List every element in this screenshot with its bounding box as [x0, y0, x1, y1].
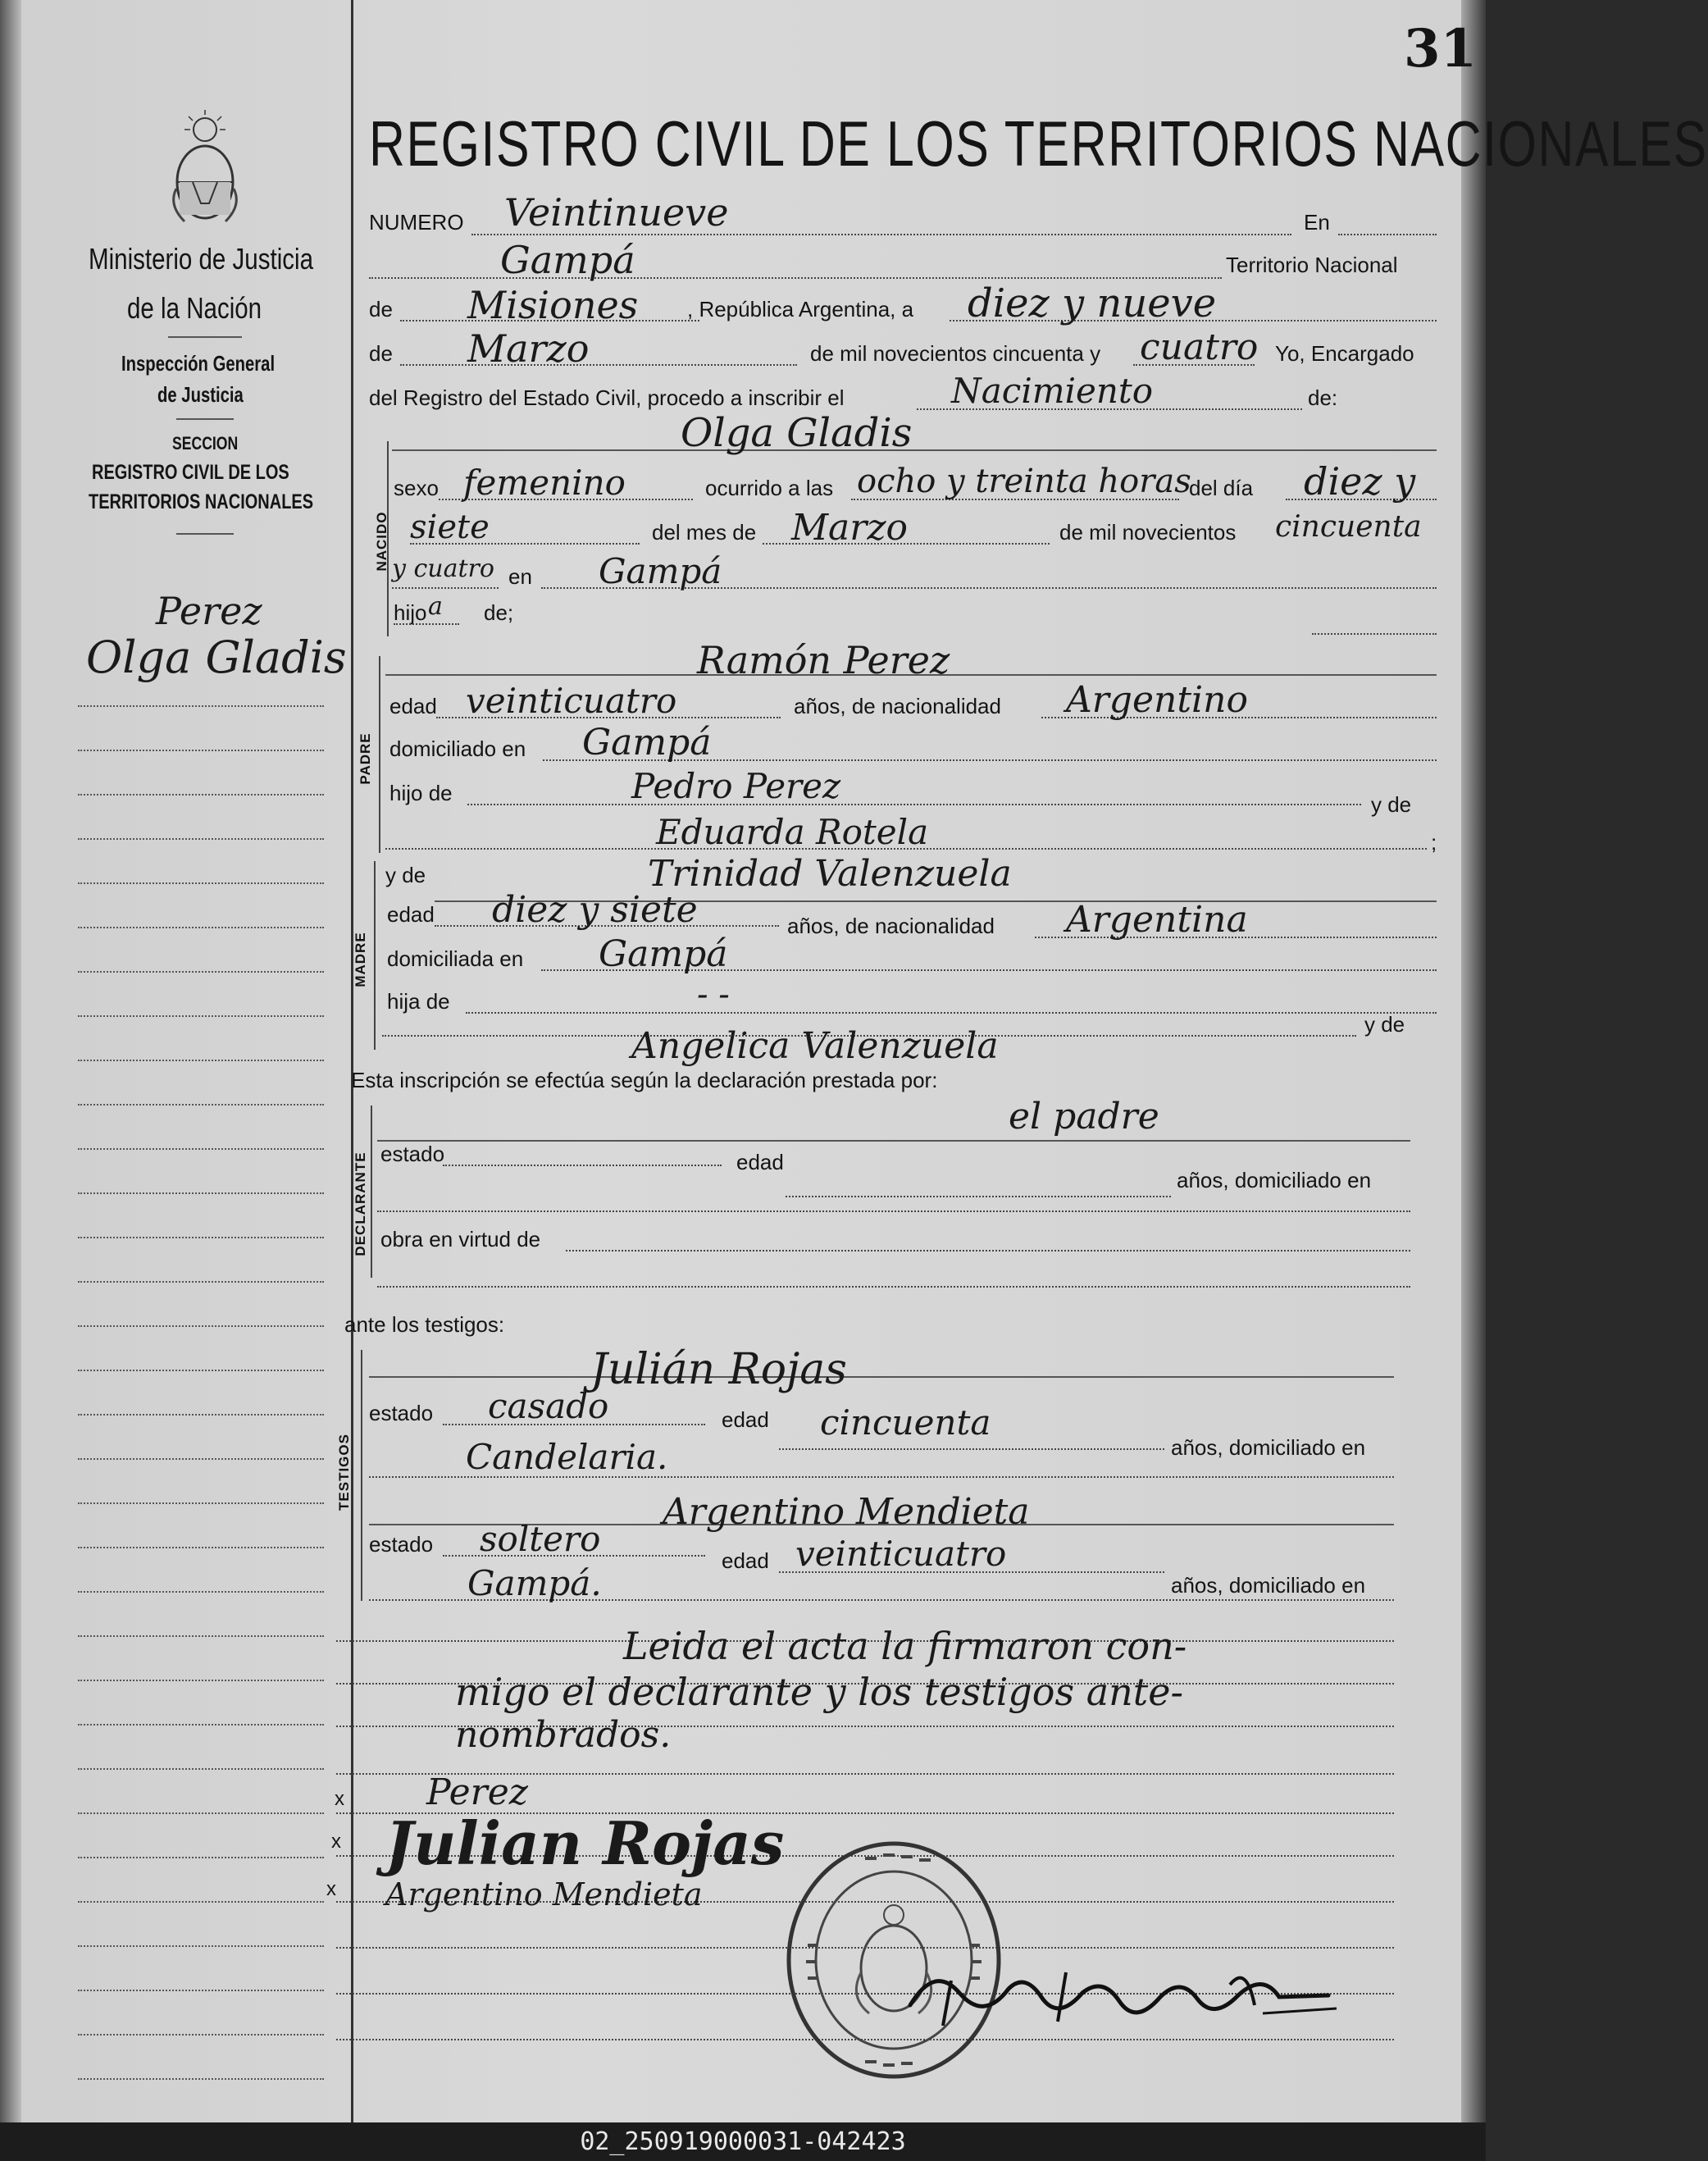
- field-numero: Veintinueve: [504, 190, 729, 235]
- document-title: REGISTRO CIVIL DE LOS TERRITORIOS NACIONALES: [369, 107, 1708, 180]
- label-testigos-v: TESTIGOS: [336, 1434, 352, 1511]
- margin-surname: Perez: [156, 589, 262, 633]
- field-padre-edad: veinticuatro: [466, 681, 677, 721]
- field-madre-edad: diez y siete: [492, 889, 698, 931]
- sidebar-rule: [78, 1281, 324, 1283]
- line-obra2: [377, 1286, 1410, 1288]
- signature-3: Argentino Mendieta: [385, 1876, 703, 1913]
- line-anio-nac2: [392, 587, 499, 589]
- madre-bracket: [374, 861, 376, 1050]
- sidebar-rule: [78, 2078, 324, 2080]
- label-estado-declarante: estado: [380, 1142, 445, 1166]
- label-madre: MADRE: [353, 932, 368, 987]
- field-anio-nac: cincuenta: [1275, 510, 1422, 544]
- field-hora: ocho y treinta horas: [857, 463, 1191, 500]
- sidebar-rule: [78, 794, 324, 796]
- label-de-mil2: de mil novecientos: [1059, 520, 1237, 545]
- label-del-dia: del día: [1189, 476, 1254, 500]
- page-left-edge: [0, 0, 21, 2122]
- sidebar-rule: [78, 1060, 324, 1061]
- label-edad-declarante: edad: [736, 1150, 784, 1174]
- sidebar-rule: [78, 1015, 324, 1017]
- field-dom-t1: Candelaria.: [466, 1437, 668, 1477]
- sidebar-rule: [78, 1724, 324, 1726]
- sidebar-rule: [78, 1812, 324, 1814]
- field-lugar: Gampá: [500, 238, 635, 282]
- page-binding-edge: [1461, 0, 1486, 2122]
- label-anios-dom-t1: años, domiciliado en: [1171, 1435, 1366, 1460]
- testigos-bracket: [361, 1350, 362, 1601]
- label-territorio: Territorio Nacional: [1226, 253, 1398, 277]
- sidebar-rule: [78, 1502, 324, 1504]
- sidebar-rule: [78, 1237, 324, 1238]
- label-obra: obra en virtud de: [380, 1227, 541, 1251]
- inspection-name: Inspección General: [121, 351, 276, 376]
- sidebar-rule: [78, 1990, 324, 1991]
- label-hijo: hijo: [394, 600, 427, 625]
- field-territorio: Misiones: [467, 283, 639, 327]
- label-inscripcion: Esta inscripción se efectúa según la declaración prestada por:: [351, 1068, 938, 1092]
- signature-mark-3: x: [326, 1878, 336, 1900]
- sidebar-rule: [78, 705, 324, 707]
- sidebar-rule: [78, 1370, 324, 1371]
- field-declarante: el padre: [1009, 1096, 1159, 1137]
- label-edad-padre: edad: [389, 694, 437, 718]
- label-anios-nac-padre: años, de nacionalidad: [794, 694, 1001, 718]
- sidebar-divider-3: [176, 533, 234, 535]
- field-madre-madre: Angelica Valenzuela: [631, 1025, 999, 1067]
- label-anios-dom-t2: años, domiciliado en: [1171, 1573, 1366, 1598]
- label-domiciliado-padre: domiciliado en: [389, 736, 526, 761]
- field-anio: cuatro: [1140, 326, 1259, 368]
- field-lugar-nac: Gampá: [599, 551, 722, 591]
- column-divider: [351, 0, 353, 2122]
- field-dom-t2: Gampá.: [467, 1563, 602, 1603]
- field-cierre1: Leida el acta la firmaron con-: [623, 1624, 1187, 1668]
- label-hijo-de: hijo de: [389, 781, 453, 805]
- field-dia: diez y nueve: [968, 280, 1217, 326]
- field-padre-padre: Pedro Perez: [631, 766, 841, 806]
- label-hija-de: hija de: [387, 989, 450, 1014]
- line-edad-declarante: [786, 1196, 1171, 1197]
- label-de-mes: de: [369, 341, 393, 366]
- registrar-signature: [902, 1948, 1345, 2038]
- line-madre-padre: [466, 1012, 1437, 1014]
- label-republica: , República Argentina, a: [687, 297, 914, 321]
- label-yo: Yo, Encargado: [1275, 341, 1414, 366]
- field-padre-nombre: Ramón Perez: [697, 638, 950, 682]
- field-padre-dom: Gampá: [582, 722, 712, 764]
- section-label: SECCION: [172, 433, 239, 454]
- field-cierre3: nombrados.: [455, 1714, 672, 1756]
- margin-name: Olga Gladis: [86, 631, 347, 683]
- signature-mark-2: x: [331, 1830, 341, 1853]
- sidebar-rule: [78, 1325, 324, 1327]
- line-lugar: [369, 277, 1222, 279]
- label-edad-t2: edad: [722, 1548, 769, 1573]
- field-edad-t1: cincuenta: [820, 1402, 991, 1443]
- sidebar-divider: [168, 336, 242, 338]
- label-del-mes: del mes de: [652, 520, 757, 545]
- sidebar-rule: [78, 1945, 324, 1947]
- field-dia-nac2: siete: [410, 508, 490, 546]
- label-testigos: ante los testigos:: [344, 1312, 505, 1337]
- sidebar-rule: [78, 1547, 324, 1548]
- sidebar-rule: [78, 1768, 324, 1770]
- section-name: REGISTRO CIVIL DE LOS: [92, 461, 289, 484]
- padre-bracket: [379, 656, 380, 853]
- sidebar-rule: [78, 1901, 324, 1903]
- label-numero: NUMERO: [369, 210, 464, 235]
- sidebar-divider-2: [176, 418, 234, 420]
- sidebar-rule: [78, 1591, 324, 1593]
- label-anios-nac-madre: años, de nacionalidad: [787, 914, 995, 938]
- label-anios-dom-declarante: años, domiciliado en: [1177, 1168, 1372, 1192]
- signature-mark-1: x: [335, 1788, 344, 1810]
- field-padre-nac: Argentino: [1066, 679, 1248, 721]
- label-domiciliada: domiciliada en: [387, 946, 524, 971]
- field-anio-nac2: y cuatro: [392, 554, 494, 583]
- signature-1: Perez: [426, 1771, 528, 1813]
- label-y-de-padre: y de: [1371, 792, 1412, 817]
- field-estado-t1: casado: [488, 1386, 609, 1426]
- scan-id: 02_250919000031-042423: [580, 2127, 906, 2156]
- field-dia-nac: diez y: [1304, 459, 1416, 504]
- sidebar-rule: [78, 1635, 324, 1637]
- line-estado-declarante: [443, 1165, 722, 1166]
- declarante-bracket: [371, 1106, 372, 1278]
- line-obra: [566, 1250, 1410, 1251]
- label-ocurrido: ocurrido a las: [705, 476, 834, 500]
- ministry-name-line2: de la Nación: [127, 291, 262, 325]
- field-padre-madre: Eduarda Rotela: [656, 812, 929, 852]
- sidebar-rule: [78, 882, 324, 884]
- sidebar-rule: [78, 838, 324, 840]
- line-edad-t1: [779, 1448, 1164, 1450]
- field-madre-dom: Gampá: [599, 933, 728, 975]
- label-en: En: [1304, 210, 1330, 235]
- label-edad-t1: edad: [722, 1407, 769, 1432]
- sidebar-rule: [78, 1192, 324, 1194]
- label-de-mil: de mil novecientos cincuenta y: [810, 341, 1101, 366]
- inspection-name-line2: de Justicia: [157, 382, 244, 407]
- field-edad-t2: veinticuatro: [795, 1534, 1007, 1574]
- line-nombre: [392, 449, 1437, 451]
- label-sexo: sexo: [394, 476, 439, 500]
- label-estado-t2: estado: [369, 1532, 434, 1557]
- field-estado-t2: soltero: [480, 1519, 601, 1559]
- sidebar-rule: [78, 1680, 324, 1681]
- scan-footer: [0, 2122, 1486, 2161]
- field-hijo-suffix: a: [428, 592, 443, 621]
- label-declarante: DECLARANTE: [353, 1151, 368, 1256]
- field-sexo: femenino: [463, 463, 626, 503]
- line-hijo: [394, 623, 459, 625]
- field-testigo2: Argentino Mendieta: [663, 1491, 1030, 1533]
- label-edad-madre: edad: [387, 902, 435, 927]
- line-hijo-end: [1312, 633, 1437, 635]
- line-en: [1338, 234, 1437, 235]
- label-de: de: [369, 297, 393, 321]
- label-de-hijo: de;: [484, 600, 514, 625]
- label-estado-t1: estado: [369, 1401, 434, 1425]
- label-padre: PADRE: [358, 732, 373, 785]
- field-nombre: Olga Gladis: [681, 410, 913, 456]
- sidebar-rule: [78, 1857, 324, 1858]
- line-mes: [400, 364, 797, 366]
- field-testigo1: Julián Rojas: [590, 1345, 847, 1394]
- page-number: 31: [1404, 18, 1478, 80]
- label-y-de-madre2: y de: [1364, 1012, 1405, 1037]
- field-acto: Nacimiento: [951, 371, 1154, 411]
- coat-of-arms-icon: [168, 107, 242, 230]
- ministry-name: Ministerio de Justicia: [89, 242, 313, 276]
- sidebar-rule: [78, 1148, 324, 1150]
- line-testigo1: [369, 1376, 1394, 1378]
- sidebar-rule: [78, 1458, 324, 1460]
- sidebar-rule: [78, 750, 324, 751]
- sidebar-rule: [78, 971, 324, 973]
- label-en-nac: en: [508, 564, 532, 589]
- label-de-colon: de:: [1308, 385, 1338, 410]
- label-semicolon: ;: [1431, 830, 1437, 855]
- field-mes: Marzo: [467, 326, 590, 371]
- field-madre-padre: - -: [697, 976, 730, 1014]
- sidebar-rule: [78, 927, 324, 928]
- label-y-de-madre: y de: [385, 863, 426, 887]
- label-nacido: NACIDO: [374, 511, 389, 572]
- field-mes-nac: Marzo: [791, 507, 908, 549]
- sidebar-rule: [78, 2034, 324, 2036]
- field-madre-nombre: Trinidad Valenzuela: [648, 853, 1012, 895]
- section-name-line2: TERRITORIOS NACIONALES: [89, 490, 314, 513]
- field-cierre2: migo el declarante y los testigos ante-: [455, 1670, 1184, 1714]
- line-declarante: [377, 1140, 1410, 1142]
- label-del-registro: del Registro del Estado Civil, procedo a inscribir el: [369, 385, 845, 410]
- signature-2: Julian Rojas: [385, 1808, 785, 1878]
- sidebar-rule: [78, 1414, 324, 1416]
- field-madre-nac: Argentina: [1066, 899, 1248, 941]
- sidebar-rule: [78, 1104, 324, 1106]
- line-padre-padre: [467, 804, 1361, 805]
- line-dom-declarante: [377, 1210, 1410, 1212]
